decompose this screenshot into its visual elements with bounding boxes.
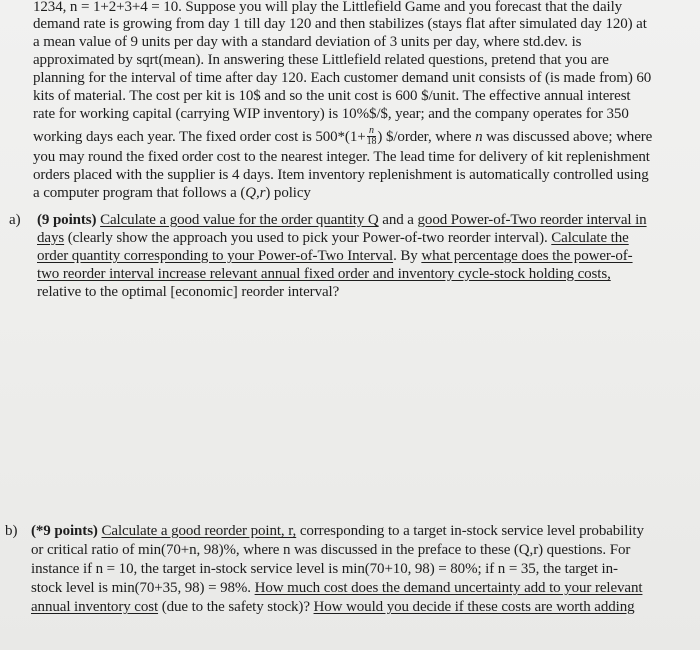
fraction-numerator: n (367, 126, 377, 137)
preface-line-6: kits of material. The cost per kit is 10$ and so the unit cost is 600 $/unit. The effective annual interest (33, 88, 631, 104)
preface-line-7: rate for working capital (carrying WIP inventory) is 10%$/$, year; and the company operates for 350 (33, 106, 629, 122)
question-a-task-power-of-two: good Power-of-Two reorder interval in (417, 212, 647, 228)
preface-line-11-start: a computer program that follows a ( (33, 185, 246, 201)
preface-line-2: demand rate is growing from day 1 till day 120 and then stabilizes (stays flat after simulated day 120) at (33, 16, 647, 32)
question-a-task-calculate: Calculate the (551, 230, 629, 246)
question-a-line-1 (37, 211, 647, 229)
preface-line-4: approximated by sqrt(mean). In answering these Littlefield related questions, pretend that you are (33, 52, 609, 68)
question-a-label: a) (9, 212, 21, 228)
preface-line-9: you may round the fixed order cost to the nearest integer. The lead time for delivery of kit replenishment (33, 149, 650, 165)
preface-line-8-mid: ) $/order, where (377, 128, 476, 145)
preface-line-11 (33, 184, 311, 202)
question-a-task-order-quantity-interval: order quantity corresponding to your Power-of-Two Interval (37, 248, 394, 264)
question-b-line-1 (31, 522, 644, 540)
fraction-n-over-18 (367, 126, 377, 147)
question-b-line-5 (31, 598, 635, 616)
question-a-line-3-mid: . By (393, 248, 422, 264)
preface-line-3: a mean value of 9 units per day with a standard deviation of 3 units per day, where std.dev. is (33, 34, 582, 50)
question-a-line-1-mid: and a (378, 212, 418, 228)
fraction-denominator: 18 (366, 136, 377, 147)
preface-line-11-end: ) policy (265, 185, 311, 201)
question-b-line-2: or critical ratio of min(70+n, 98)%, where n was discussed in the preface to these (Q,r) questions. For (31, 542, 631, 558)
preface-line-5: planning for the interval of time after day 120. Each customer demand unit consists of (is made from) 60 (33, 70, 652, 86)
question-a-line-2 (37, 229, 629, 247)
question-b-line-3: instance if n = 10, the target in-stock service level is min(70+10, 98) = 80%; if n = 35, the target in- (31, 561, 618, 577)
preface-line-8-end: was discussed above; where (482, 128, 653, 145)
question-a-line-3 (37, 247, 633, 265)
question-b-task-reorder-point: Calculate a good reorder point, r, (101, 523, 297, 539)
preface-line-1: 1234, n = 1+2+3+4 = 10. Suppose you will play the Littlefield Game and you forecast that the daily (33, 0, 623, 15)
qr-policy-symbol: Q,r (245, 185, 266, 201)
question-b-line-5-mid: (due to the safety stock)? (158, 599, 314, 615)
question-a-task-order-quantity: Calculate a good value for the order quantity Q (100, 212, 379, 228)
preface-line-8-start: working days each year. The fixed order cost is 500*(1+ (33, 128, 366, 145)
question-b-line-4 (31, 579, 642, 597)
preface-line-10: orders placed with the supplier is 4 days. Item inventory replenishment is automatically controlled using (33, 167, 649, 183)
question-a-line-4 (37, 265, 611, 283)
question-a-task-percentage: what percentage does the power-of- (421, 248, 633, 264)
question-b-line-1-rest: corresponding to a target in-stock service level probability (296, 523, 644, 539)
question-b-label: b) (5, 523, 18, 539)
question-a-line-5: relative to the optimal [economic] reorder interval? (37, 284, 340, 300)
question-b-points: (*9 points) (31, 523, 98, 539)
question-b-task-decide: How would you decide if these costs are worth adding (313, 599, 635, 615)
question-a-points: (9 points) (37, 212, 97, 228)
question-b-line-4-start: stock level is min(70+35, 98) = 98%. (31, 580, 255, 596)
question-a-task-costs: two reorder interval increase relevant annual fixed order and inventory cycle-stock holding costs, (37, 266, 611, 282)
preface-line-8 (33, 127, 652, 148)
question-a-line-2-rest: (clearly show the approach you used to pick your Power-of-two reorder interval). (64, 230, 552, 246)
question-b-task-annual-cost: annual inventory cost (31, 599, 159, 615)
question-b-task-uncertainty-cost: How much cost does the demand uncertainty add to your relevant (254, 580, 643, 596)
preface-n-symbol: n (475, 128, 483, 145)
question-a-days: days (37, 230, 65, 246)
